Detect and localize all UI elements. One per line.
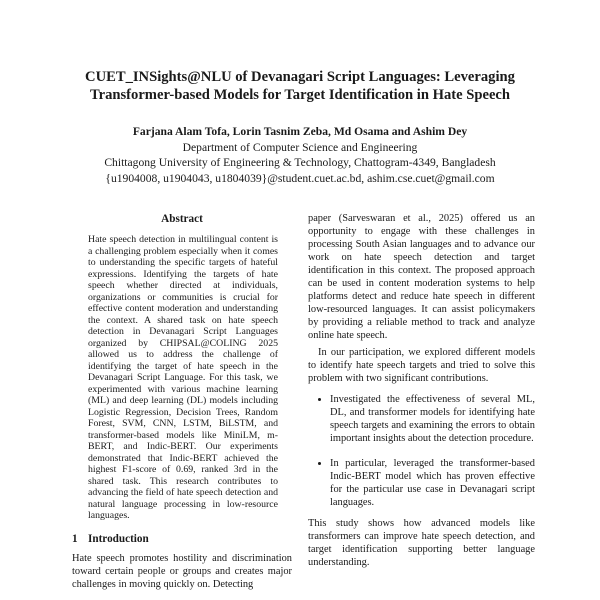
author-department: Department of Computer Science and Engineering <box>182 140 418 154</box>
author-emails: {u1904008, u1904043, u1804039}@student.cuet.ac.bd, ashim.cse.cuet@gmail.com <box>105 171 495 185</box>
right-column <box>308 212 535 569</box>
author-block <box>40 124 560 186</box>
right-paragraph-1: paper (Sarveswaran et al., 2025) offered us an opportunity to engage with these challenges in processing South Asian languages and to advance our work on hate speech detection and target identification in this context. The proposed approach can be used in content moderation systems to help platforms detect and reduce hate speech in different low-resourced languages. It can assist policymakers by providing a reliable method to track and analyze online hate speech. <box>308 213 535 341</box>
section-title: Introduction <box>88 532 149 545</box>
right-paragraph-3: This study shows how advanced models like transformers can improve hate speech detection, and target identification supporting better language understanding. <box>308 518 535 568</box>
paper-title <box>50 68 550 104</box>
author-university: Chittagong University of Engineering & Technology, Chattogram-4349, Bangladesh <box>104 156 496 170</box>
right-paragraph-2: In our participation, we explored different models to identify hate speech targets and tried to solve this problem with two significant contributions. <box>308 347 535 384</box>
paper-title-line-2: Transformer-based Models for Target Identification in Hate Speech <box>89 87 511 103</box>
introduction-heading <box>72 532 292 546</box>
abstract-text: Hate speech detection in multilingual content is a challenging problem especially when it comes to understanding the specific targets of hateful expressions. Identifying the targets of hate speech whether directed at individuals, organizations or communities is crucial for effective content moderation and understanding the context. A shared task on hate speech detection in Devanagari Script Languages organized by CHIPSAL@COLING 2025 allowed us to address the challenge of identifying the target of hate speech in the Devanagari Script Language. For this task, we experimented with various machine learning (ML) and deep learning (DL) models including Logistic Regression, Decision Trees, Random Forest, SVM, CNN, LSTM, BiLSTM, and transformer-based models like MiniLM, m-BERT, and Indic-BERT. Our experiments demonstrated that Indic-BERT achieved the highest F1-score of 0.69, ranked 3rd in the shared task. This research contributes to advancing the field of hate speech detection and natural language processing in low-resource languages. <box>88 234 278 521</box>
contribution-list <box>308 393 535 509</box>
contribution-item: • Investigated the effectiveness of several ML, DL, and transformer models for identifying hate speech targets and examining the errors to obtain important insights about the detection procedure. <box>330 393 535 445</box>
section-number: 1 <box>72 532 78 545</box>
contribution-item: • In particular, leveraged the transformer-based Indic-BERT model which has proven effective for the particular use case in Devanagari script languages. <box>330 457 535 509</box>
introduction-paragraph: Hate speech promotes hostility and discrimination toward certain people or groups and creates major challenges in moving quickly on. Detecting <box>72 552 292 590</box>
left-column <box>72 212 292 591</box>
paper-title-line-1: CUET_INSights@NLU of Devanagari Script Languages: Leveraging <box>85 69 515 85</box>
author-names: Farjana Alam Tofa, Lorin Tasnim Zeba, Md Osama and Ashim Dey <box>132 125 468 138</box>
abstract-heading: Abstract <box>161 213 203 225</box>
